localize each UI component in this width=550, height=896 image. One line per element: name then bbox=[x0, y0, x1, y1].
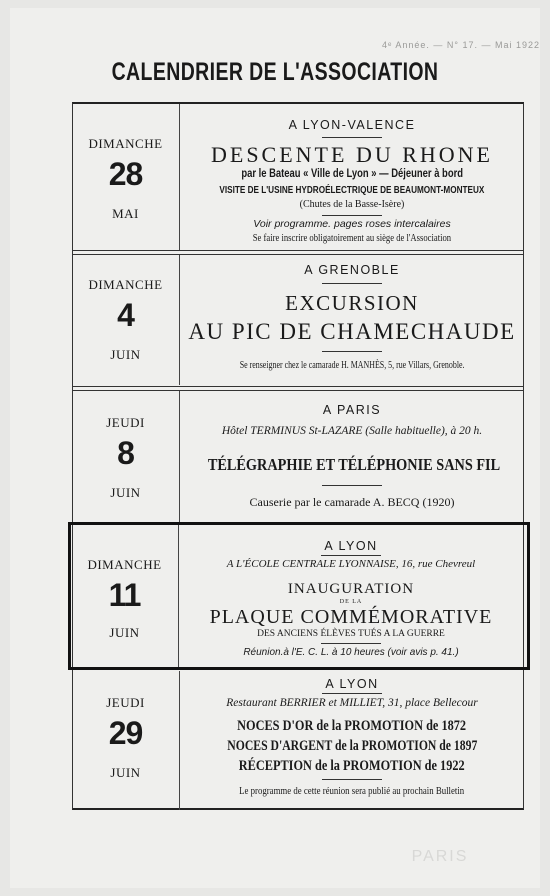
show-through-watermark: PARIS bbox=[411, 848, 469, 865]
event-details bbox=[175, 525, 527, 667]
event-detail-line: par le Bateau « Ville de Lyon » — Déjeuner à bord bbox=[241, 168, 463, 180]
event-month: JUIN bbox=[110, 765, 141, 780]
event-day-name: DIMANCHE bbox=[88, 277, 163, 292]
event-details bbox=[180, 255, 524, 385]
event-headline: AU PIC DE CHAMECHAUDE bbox=[188, 319, 516, 344]
event-day-number: 11 bbox=[108, 577, 141, 613]
event-day-name: JEUDI bbox=[106, 695, 145, 710]
event-headline: DESCENTE DU RHONE bbox=[211, 142, 493, 167]
event-date bbox=[72, 671, 180, 810]
divider-rule bbox=[322, 693, 382, 694]
event-detail-line: Se faire inscrire obligatoirement au siège de l'Association bbox=[252, 233, 452, 244]
divider-rule bbox=[322, 351, 382, 352]
event-detail-line: DE LA bbox=[339, 599, 363, 605]
event-day-number: 28 bbox=[108, 156, 143, 192]
event-detail-line: A L'ÉCOLE CENTRALE LYONNAISE, 16, rue Chevreul bbox=[226, 558, 476, 570]
divider-rule bbox=[322, 485, 382, 486]
event-detail-line: VISITE DE L'USINE HYDROÉLECTRIQUE DE BEAUMONT-MONTEUX bbox=[219, 184, 485, 196]
event-day-name: JEUDI bbox=[106, 415, 145, 430]
event-details bbox=[180, 104, 524, 250]
event-day-number: 8 bbox=[117, 435, 134, 471]
event-day-name: DIMANCHE bbox=[88, 136, 163, 151]
event-day-number: 29 bbox=[108, 715, 143, 751]
event-date bbox=[72, 104, 180, 250]
event-month: JUIN bbox=[110, 347, 141, 362]
event-detail-line: Se renseigner chez le camarade H. MANHÈS, 5, rue Villars, Grenoble. bbox=[239, 359, 465, 371]
event-day-number: 4 bbox=[117, 297, 134, 333]
page-title: CALENDRIER DE L'ASSOCIATION bbox=[111, 58, 439, 86]
event-month: MAI bbox=[112, 206, 139, 221]
event-headline: NOCES D'ARGENT de la PROMOTION de 1897 bbox=[226, 738, 478, 754]
event-month: JUIN bbox=[110, 485, 141, 500]
event-detail-line: Voir programme. pages roses intercalaires bbox=[253, 218, 451, 230]
event-june-11 bbox=[68, 522, 530, 670]
divider-rule bbox=[322, 779, 382, 780]
event-date bbox=[71, 525, 179, 667]
divider-rule bbox=[322, 215, 382, 216]
event-location: A PARIS bbox=[322, 403, 382, 417]
event-location: A LYON bbox=[324, 539, 378, 553]
event-details bbox=[180, 671, 524, 810]
event-separator bbox=[72, 386, 524, 387]
event-date bbox=[72, 391, 180, 523]
divider-rule bbox=[321, 555, 381, 556]
event-headline: PLAQUE COMMÉMORATIVE bbox=[209, 606, 493, 628]
event-headline: TÉLÉGRAPHIE ET TÉLÉPHONIE SANS FIL bbox=[207, 455, 501, 474]
divider-rule bbox=[321, 643, 381, 644]
event-detail-line: DES ANCIENS ÉLÈVES TUÉS A LA GUERRE bbox=[257, 629, 445, 639]
event-headline: EXCURSION bbox=[285, 291, 419, 315]
event-detail-line: Réunion.à l'E. C. L. à 10 heures (voir avis p. 41.) bbox=[243, 647, 459, 658]
event-headline: NOCES D'OR de la PROMOTION de 1872 bbox=[237, 718, 467, 734]
event-may-28 bbox=[72, 104, 524, 250]
divider-rule bbox=[322, 137, 382, 138]
event-headline: RÉCEPTION de la PROMOTION de 1922 bbox=[239, 758, 465, 774]
event-separator bbox=[72, 250, 524, 251]
event-headline: INAUGURATION bbox=[287, 581, 415, 597]
event-june-4 bbox=[72, 255, 524, 385]
event-location: A GRENOBLE bbox=[304, 263, 400, 277]
event-day-name: DIMANCHE bbox=[87, 557, 162, 572]
event-june-29 bbox=[72, 671, 524, 810]
event-detail-line: Causerie par le camarade A. BECQ (1920) bbox=[249, 495, 455, 509]
event-details bbox=[180, 391, 524, 523]
event-detail-line: Le programme de cette réunion sera publié au prochain Bulletin bbox=[239, 785, 465, 797]
event-detail-line: Hôtel TERMINUS St-LAZARE (Salle habituelle), à 20 h. bbox=[221, 425, 483, 437]
event-date bbox=[72, 255, 180, 385]
event-month: JUIN bbox=[109, 625, 140, 640]
event-detail-line: (Chutes de la Basse-Isère) bbox=[299, 199, 405, 210]
divider-rule bbox=[322, 283, 382, 284]
running-head: 4ᵉ Année. — N° 17. — Mai 1922 bbox=[381, 40, 540, 50]
event-detail-line: Restaurant BERRIER et MILLIET, 31, place Bellecour bbox=[226, 697, 478, 709]
event-location: A LYON bbox=[325, 677, 379, 691]
event-june-8 bbox=[72, 391, 524, 523]
event-location: A LYON-VALENCE bbox=[288, 118, 416, 132]
